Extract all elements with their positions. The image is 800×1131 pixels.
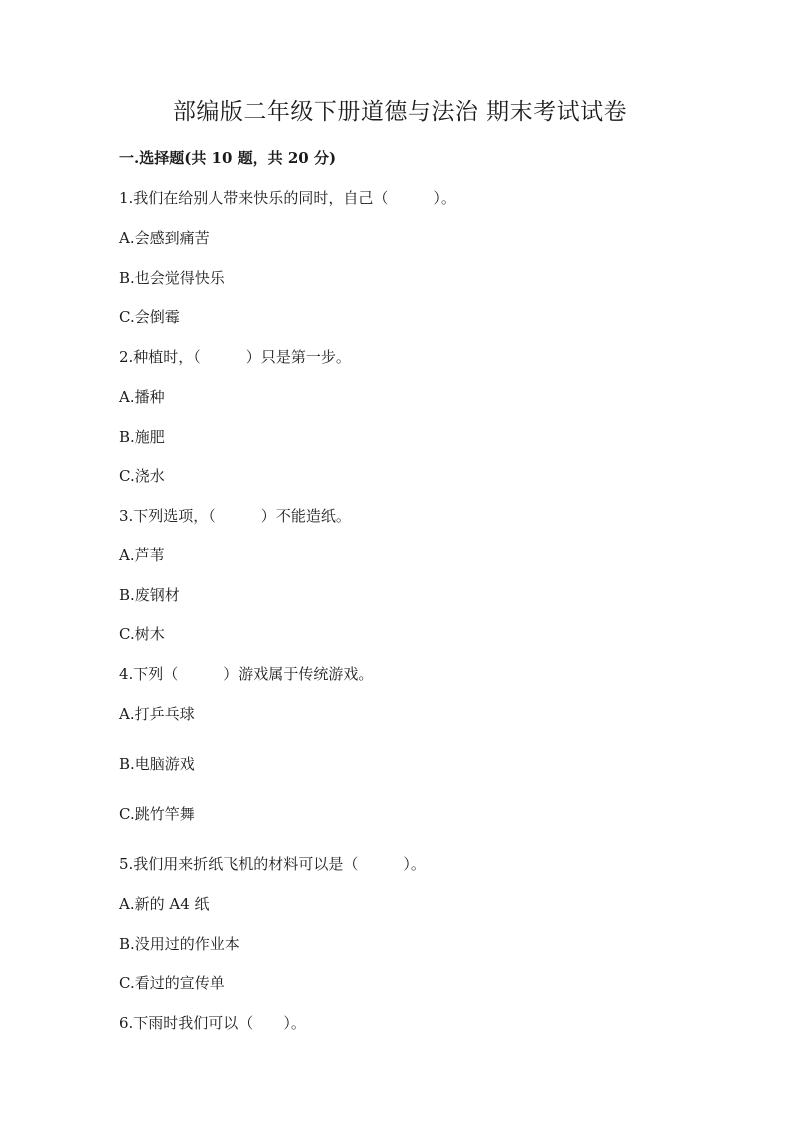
question-2-option-a: A.播种	[119, 388, 165, 406]
question-4-stem: 4.下列（ ）游戏属于传统游戏。	[119, 665, 374, 683]
question-2-stem: 2.种植时，（ ）只是第一步。	[119, 348, 351, 366]
section-heading: 一.选择题(共 10 题，共 20 分)	[119, 149, 337, 167]
question-4-option-c: C.跳竹竿舞	[119, 805, 195, 823]
question-3-option-a: A.芦苇	[119, 546, 165, 564]
question-6-stem: 6.下雨时我们可以（ ）。	[119, 1014, 306, 1032]
question-1-stem: 1.我们在给别人带来快乐的同时，自己（ ）。	[119, 189, 456, 207]
question-3-stem: 3.下列选项，（ ）不能造纸。	[119, 507, 351, 525]
question-1-option-a: A.会感到痛苦	[119, 229, 210, 247]
question-5-option-c: C.看过的宣传单	[119, 974, 225, 992]
question-5-stem: 5.我们用来折纸飞机的材料可以是（ ）。	[119, 855, 426, 873]
question-1-option-c: C.会倒霉	[119, 308, 180, 326]
question-3-option-b: B.废钢材	[119, 586, 180, 604]
question-4-option-b: B.电脑游戏	[119, 755, 195, 773]
question-5-option-a: A.新的 A4 纸	[119, 895, 210, 913]
question-5-option-b: B.没用过的作业本	[119, 935, 240, 953]
question-2-option-b: B.施肥	[119, 428, 165, 446]
question-3-option-c: C.树木	[119, 625, 165, 643]
exam-title: 部编版二年级下册道德与法治 期末考试试卷	[172, 99, 628, 125]
question-1-option-b: B.也会觉得快乐	[119, 269, 225, 287]
question-4-option-a: A.打乒乓球	[119, 705, 195, 723]
question-2-option-c: C.浇水	[119, 467, 165, 485]
